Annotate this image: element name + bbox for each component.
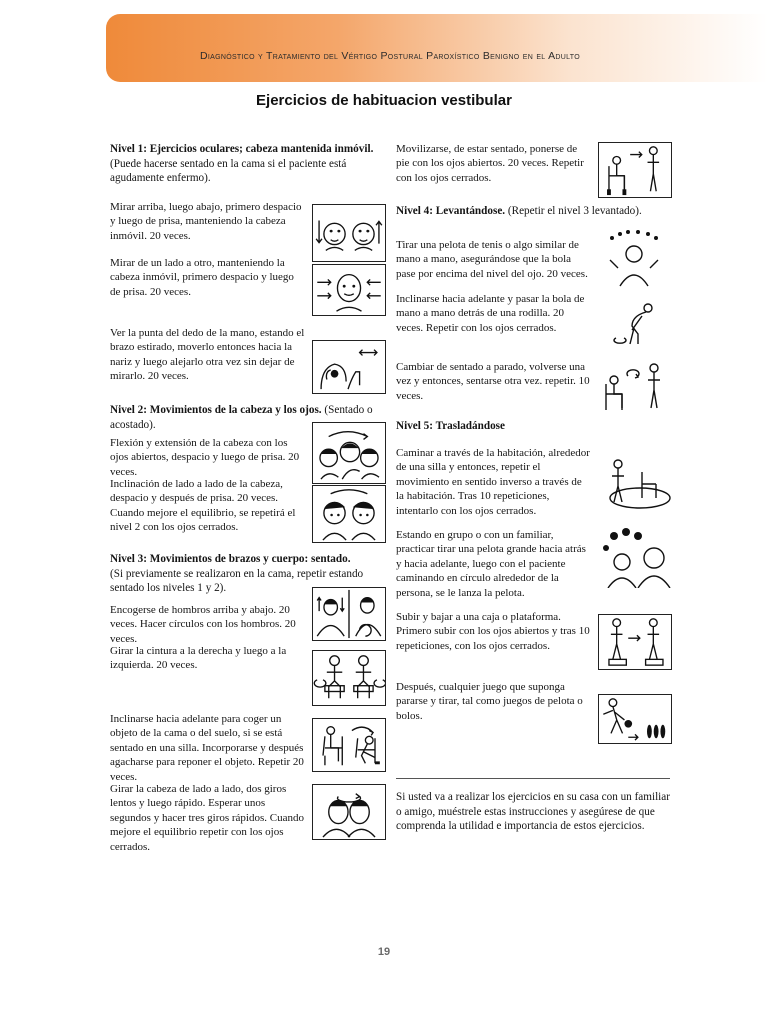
exercise-eyes-up-down <box>110 200 386 260</box>
eyes-up-down-illustration <box>312 204 386 262</box>
exercise-shoulder-shrug <box>110 603 386 643</box>
ball-toss-illustration <box>598 228 672 288</box>
level-5-heading: Nivel 5: Trasladándose <box>396 420 505 432</box>
level-3-heading: Nivel 3: Movimientos de brazos y cuerpo: sentado. <box>110 553 351 565</box>
level-4-section <box>396 204 672 219</box>
exercise-step-up <box>396 610 672 670</box>
walk-around-chair-illustration <box>598 454 672 512</box>
ball-behind-knee-illustration <box>598 298 672 346</box>
level-1-note: (Puede hacerse sentado en la cama si el paciente está agudamente enfermo). <box>110 157 347 185</box>
exercise-text: Mirar arriba, luego abajo, primero despacio y luego de prisa, manteniendo la cabeza inmóvil. 20 veces. <box>110 201 302 242</box>
exercise-finger-nose <box>110 326 386 396</box>
header-band <box>106 14 768 82</box>
head-flexion-illustration <box>312 422 386 484</box>
eyes-side-to-side-illustration <box>312 264 386 316</box>
running-header: Diagnóstico y Tratamiento del Vértigo Postural Paroxístico Benigno en el Adulto <box>200 50 580 62</box>
exercise-waist-twist <box>110 644 386 704</box>
page-title: Ejercicios de habituacion vestibular <box>256 92 512 109</box>
level-1-section <box>110 142 386 186</box>
exercise-ball-toss <box>396 238 672 296</box>
level-4-note: (Repetir el nivel 3 levantado). <box>507 205 642 217</box>
exercise-walk-around-chair <box>396 446 672 516</box>
level-5-section <box>396 419 672 434</box>
exercise-head-turn <box>110 782 386 853</box>
bend-pick-object-illustration <box>312 718 386 772</box>
exercise-sit-turn-sit <box>396 360 672 416</box>
exercise-text: Subir y bajar a una caja o plataforma. Primero subir con los ojos abiertos y tras 10 repeticiones, con los ojos cerrados. <box>396 611 590 652</box>
shoulder-shrug-illustration <box>312 587 386 641</box>
exercise-text: Mirar de un lado a otro, manteniendo la cabeza inmóvil, primero despacio y luego de prisa. 20 veces. <box>110 257 294 298</box>
exercise-text: Encogerse de hombros arriba y abajo. 20 veces. Hacer círculos con los hombros. 20 veces. <box>110 604 296 645</box>
sit-turn-sit-illustration <box>598 358 672 414</box>
exercise-head-tilt <box>110 477 386 539</box>
exercise-text: Cambiar de sentado a parado, volverse una vez y entonces, sentarse otra vez. repetir. 10 veces. <box>396 361 590 402</box>
closing-note <box>396 790 672 834</box>
exercise-bowling <box>396 680 672 740</box>
step-up-box-illustration <box>598 614 672 670</box>
exercise-text: Después, cualquier juego que suponga pararse y tirar, tal como juegos de pelota o bolos. <box>396 681 583 722</box>
level-3-note: (Si previamente se realizaron en la cama, repetir estando sentado los niveles 1 y 2). <box>110 567 364 595</box>
exercise-text: Estando en grupo o con un familiar, practicar tirar una pelota grande hacia atrás y hacia adelante, luego con el paciente caminando en círculo alrededor de la persona, se le lanza la pelota. <box>396 529 586 599</box>
level-4-heading: Nivel 4: Levantándose. <box>396 205 506 217</box>
waist-twist-illustration <box>312 650 386 706</box>
exercise-text: Inclinarse hacia adelante y pasar la bola de mano a mano detrás de una rodilla. 20 veces. Repetir con los ojos cerrados. <box>396 293 585 334</box>
exercise-eyes-side <box>110 256 386 316</box>
exercise-text: Movilizarse, de estar sentado, ponerse de pie con los ojos abiertos. 20 veces. Repetir con los ojos cerrados. <box>396 143 584 184</box>
exercise-text: Ver la punta del dedo de la mano, estando el brazo estirado, moverlo entonces hacia la nariz y luego alejarlo otra vez sin dejar de mirarlo. 20 veces. <box>110 327 305 383</box>
group-ball-throw-illustration <box>598 528 672 588</box>
sit-to-stand-illustration <box>598 142 672 198</box>
level-2-note: (Sentado o acostado). <box>110 404 373 431</box>
exercise-text: Caminar a través de la habitación, alrededor de una silla y entonces, repetir el movimiento en sentido inverso a través de la habitación. Tras 10 repeticiones, intentarlo con los ojos cerrados. <box>396 447 590 517</box>
exercise-text: Flexión y extensión de la cabeza con los ojos abiertos, despacio y luego de prisa. 20 veces. <box>110 437 300 478</box>
finger-to-nose-illustration <box>312 340 386 394</box>
head-tilt-illustration <box>312 485 386 543</box>
page-number: 19 <box>377 946 391 958</box>
exercise-sit-to-stand <box>396 142 672 198</box>
head-turn-illustration <box>312 784 386 840</box>
section-divider <box>396 778 670 779</box>
exercise-bend-pick <box>110 712 386 783</box>
exercise-text: Girar la cintura a la derecha y luego a la izquierda. 20 veces. <box>110 645 287 672</box>
exercise-ball-behind-knee <box>396 292 672 350</box>
bowling-illustration <box>598 694 672 744</box>
level-1-heading: Nivel 1: Ejercicios oculares; cabeza mantenida inmóvil. <box>110 143 374 155</box>
exercise-text: Girar la cabeza de lado a lado, dos giros lentos y luego rápido. Esperar unos segundos y hacer tres giros rápidos. Cuando mejore el equilibrio repetir con los ojos cerrados. <box>110 783 304 853</box>
exercise-text: Inclinación de lado a lado de la cabeza, despacio y después de prisa. 20 veces. Cuando mejore el equilibrio, se repetirá el nivel 2 con los ojos cerrados. <box>110 478 296 534</box>
exercise-text: Tirar una pelota de tenis o algo similar de mano a mano, asegurándose que la bola pase por encima del nivel del ojo. 20 veces. <box>396 239 588 280</box>
closing-note-text: Si usted va a realizar los ejercicios en su casa con un familiar o amigo, muéstrele estas instrucciones y asegúrese de que comprenda la utilidad e importancia de estos ejercicios. <box>396 791 670 833</box>
level-2-heading: Nivel 2: Movimientos de la cabeza y los ojos. <box>110 404 322 416</box>
exercise-text: Inclinarse hacia adelante para coger un objeto de la cama o del suelo, si se está sentado en una silla. Incorporarse y después agacharse para reponer el objeto. Repetir 20 veces. <box>110 713 304 783</box>
exercise-group-ball <box>396 528 672 598</box>
